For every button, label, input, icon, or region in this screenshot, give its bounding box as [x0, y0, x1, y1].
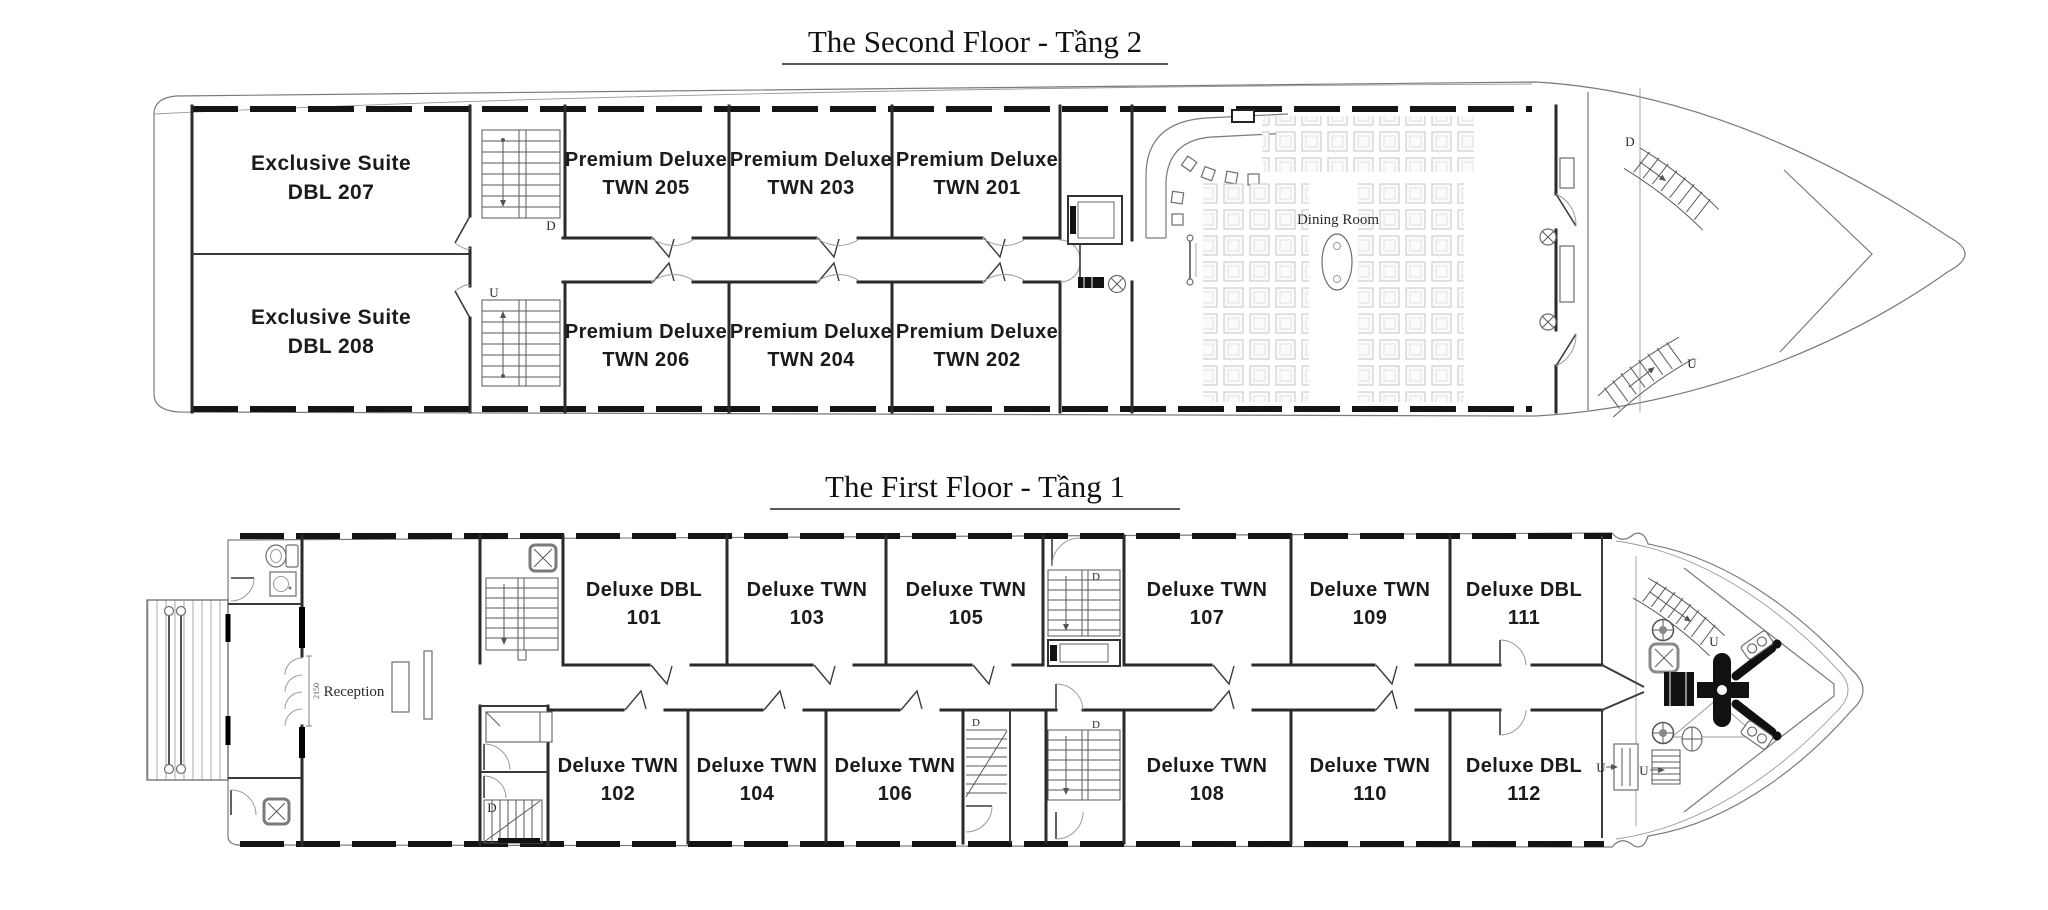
room-number: 111: [1507, 607, 1541, 629]
bow-stairs-up-label2: U: [1639, 763, 1649, 778]
stairs-down-label: D: [487, 800, 497, 815]
room-number: TWN 205: [602, 177, 690, 199]
oval-table-icon: [1322, 234, 1352, 290]
room-label: Premium Deluxe: [729, 149, 893, 171]
first-floor-bow-deck: [1633, 574, 1782, 784]
room-deluxe-twn-102: [558, 755, 679, 805]
room-deluxe-dbl-101: [586, 579, 702, 629]
reception-area: [324, 651, 432, 719]
room-number: TWN 203: [767, 177, 855, 199]
room-premium-deluxe-twn-202: [896, 321, 1058, 371]
room-premium-deluxe-twn-205: [565, 149, 727, 199]
toilet-icon: [266, 545, 298, 567]
room-number: 102: [600, 783, 636, 805]
room-label: Deluxe TWN: [1309, 579, 1431, 601]
reception-desk: [392, 662, 409, 712]
aft-narrow-stairs-icon: [966, 730, 1007, 832]
crew-cabin-bed-icon: [484, 712, 552, 770]
capstan-icon: [1682, 727, 1702, 751]
bow-side-hoist-icon: [1606, 744, 1638, 790]
second-floor-title: The Second Floor - Tầng 2: [807, 24, 1143, 59]
anchor-winch-icon: [1664, 640, 1782, 741]
room-deluxe-twn-103: [747, 579, 868, 629]
cabin-door-icons-top: [651, 238, 1024, 257]
second-floor-plan: [154, 24, 1965, 417]
room-number: 101: [626, 607, 662, 629]
room-exclusive-suite-dbl-207: [251, 152, 411, 204]
bow-stairs-down-icon: [1624, 144, 1722, 230]
room-number: TWN 202: [933, 349, 1021, 371]
room-label: Deluxe TWN: [557, 755, 679, 777]
room-label: Deluxe TWN: [696, 755, 818, 777]
bow-stairs-up-icon: [1595, 333, 1694, 417]
room-number: TWN 204: [767, 349, 855, 371]
room-deluxe-dbl-112: [1466, 755, 1582, 805]
room-label: Deluxe DBL: [585, 579, 703, 601]
room-number: TWN 206: [602, 349, 690, 371]
room-number: 105: [948, 607, 984, 629]
stairs-down-label: D: [972, 717, 980, 729]
second-floor-stairs-up-icon: [482, 300, 560, 386]
first-floor-plan: [147, 469, 1863, 847]
hatch-box-icon: [1650, 644, 1678, 672]
lobby-console-icon: [1078, 276, 1126, 293]
room-deluxe-twn-110: [1310, 755, 1431, 805]
room-number: 103: [789, 607, 825, 629]
bow-stairs-up-label: U: [1709, 634, 1719, 649]
gangway-plank: [147, 600, 228, 780]
room-premium-deluxe-twn-201: [896, 149, 1058, 199]
mid-stairs-down-bottom-icon: [1048, 684, 1120, 839]
room-deluxe-twn-107: [1147, 579, 1268, 629]
room-deluxe-twn-106: [835, 755, 956, 805]
life-ring-icon: [1653, 723, 1674, 744]
stairs-down-label: D: [546, 218, 556, 233]
room-label: Premium Deluxe: [895, 149, 1059, 171]
room-number: 109: [1352, 607, 1388, 629]
boarding-door-fan-icons: [285, 656, 312, 726]
hatch-box-icon: [264, 799, 289, 824]
elevator-icon: [1068, 196, 1122, 244]
entry-vestibule: [228, 536, 321, 845]
room-number: 110: [1353, 783, 1387, 805]
room-label: Deluxe DBL: [1465, 579, 1583, 601]
room-deluxe-twn-105: [906, 579, 1027, 629]
stairs-up-label: U: [489, 285, 499, 300]
second-floor-stairs-down-icon: [482, 130, 560, 218]
room-exclusive-suite-dbl-208: [251, 306, 411, 358]
room-number: 108: [1189, 783, 1225, 805]
room-label: Exclusive Suite: [250, 306, 412, 329]
room-label: Deluxe TWN: [1146, 755, 1268, 777]
room-deluxe-twn-108: [1147, 755, 1268, 805]
room-number: 112: [1507, 783, 1541, 805]
room-premium-deluxe-twn-206: [565, 321, 727, 371]
room-deluxe-dbl-111: [1466, 579, 1582, 629]
room-label: Deluxe DBL: [1465, 755, 1583, 777]
room-number: 104: [739, 783, 775, 805]
left-stairs-down-icon: [486, 578, 558, 660]
suite-door-icons: [455, 216, 470, 318]
room-deluxe-twn-104: [697, 755, 818, 805]
bow-deck-chevron: [1780, 170, 1872, 352]
room-label: Deluxe TWN: [1146, 579, 1268, 601]
dining-tables: [1203, 178, 1309, 402]
room-label: Premium Deluxe: [729, 321, 893, 343]
hatch-box-icon: [530, 545, 556, 571]
bow-small-stairs-up-icon: [1650, 750, 1680, 784]
vestibule-door-icons: [231, 578, 256, 815]
room-number: 106: [877, 783, 913, 805]
dining-tables: [1262, 116, 1474, 172]
bow-side-up-label: U: [1596, 760, 1606, 775]
reception-desk-panel: [424, 651, 432, 719]
room-number: DBL 207: [287, 181, 375, 204]
cabin-door-icons-bottom: [651, 263, 1024, 282]
door-dimension-label: 2150: [312, 683, 321, 699]
room-label: Premium Deluxe: [564, 321, 728, 343]
room-label: Deluxe TWN: [905, 579, 1027, 601]
room-deluxe-twn-109: [1310, 579, 1431, 629]
bow-stairs-down-label: D: [1625, 134, 1635, 149]
room-label: Deluxe TWN: [746, 579, 868, 601]
life-ring-icon: [1653, 620, 1674, 641]
dining-exit-door-icons: [1540, 158, 1576, 366]
mid-elevator-icon: [1048, 640, 1120, 666]
dining-room-area: [1146, 110, 1576, 402]
sideboard-icon: [1187, 235, 1196, 285]
room-label: Premium Deluxe: [895, 321, 1059, 343]
room-number: TWN 201: [933, 177, 1021, 199]
room-label: Deluxe TWN: [1309, 755, 1431, 777]
dining-room-label: Dining Room: [1296, 212, 1380, 228]
room-label: Premium Deluxe: [564, 149, 728, 171]
room-label: Exclusive Suite: [250, 152, 412, 175]
first-floor-title: The First Floor - Tầng 1: [825, 469, 1125, 504]
room-label: Deluxe TWN: [834, 755, 956, 777]
room-premium-deluxe-twn-203: [730, 149, 892, 199]
bow-stairs-up-label: U: [1687, 356, 1697, 371]
stairs-down-label: D: [1092, 571, 1100, 583]
room-premium-deluxe-twn-204: [730, 321, 892, 371]
first-floor-left-stair-column: [480, 536, 563, 845]
stairs-down-label: D: [1092, 719, 1100, 731]
corridor-double-door-icon: [1060, 240, 1080, 282]
reception-label: Reception: [323, 684, 385, 700]
room-number: DBL 208: [287, 335, 375, 358]
host-stand: [1232, 110, 1254, 122]
sink-icon: [270, 572, 296, 596]
room-number: 107: [1189, 607, 1225, 629]
mid-stairs-down-top-icon: [1048, 538, 1120, 636]
